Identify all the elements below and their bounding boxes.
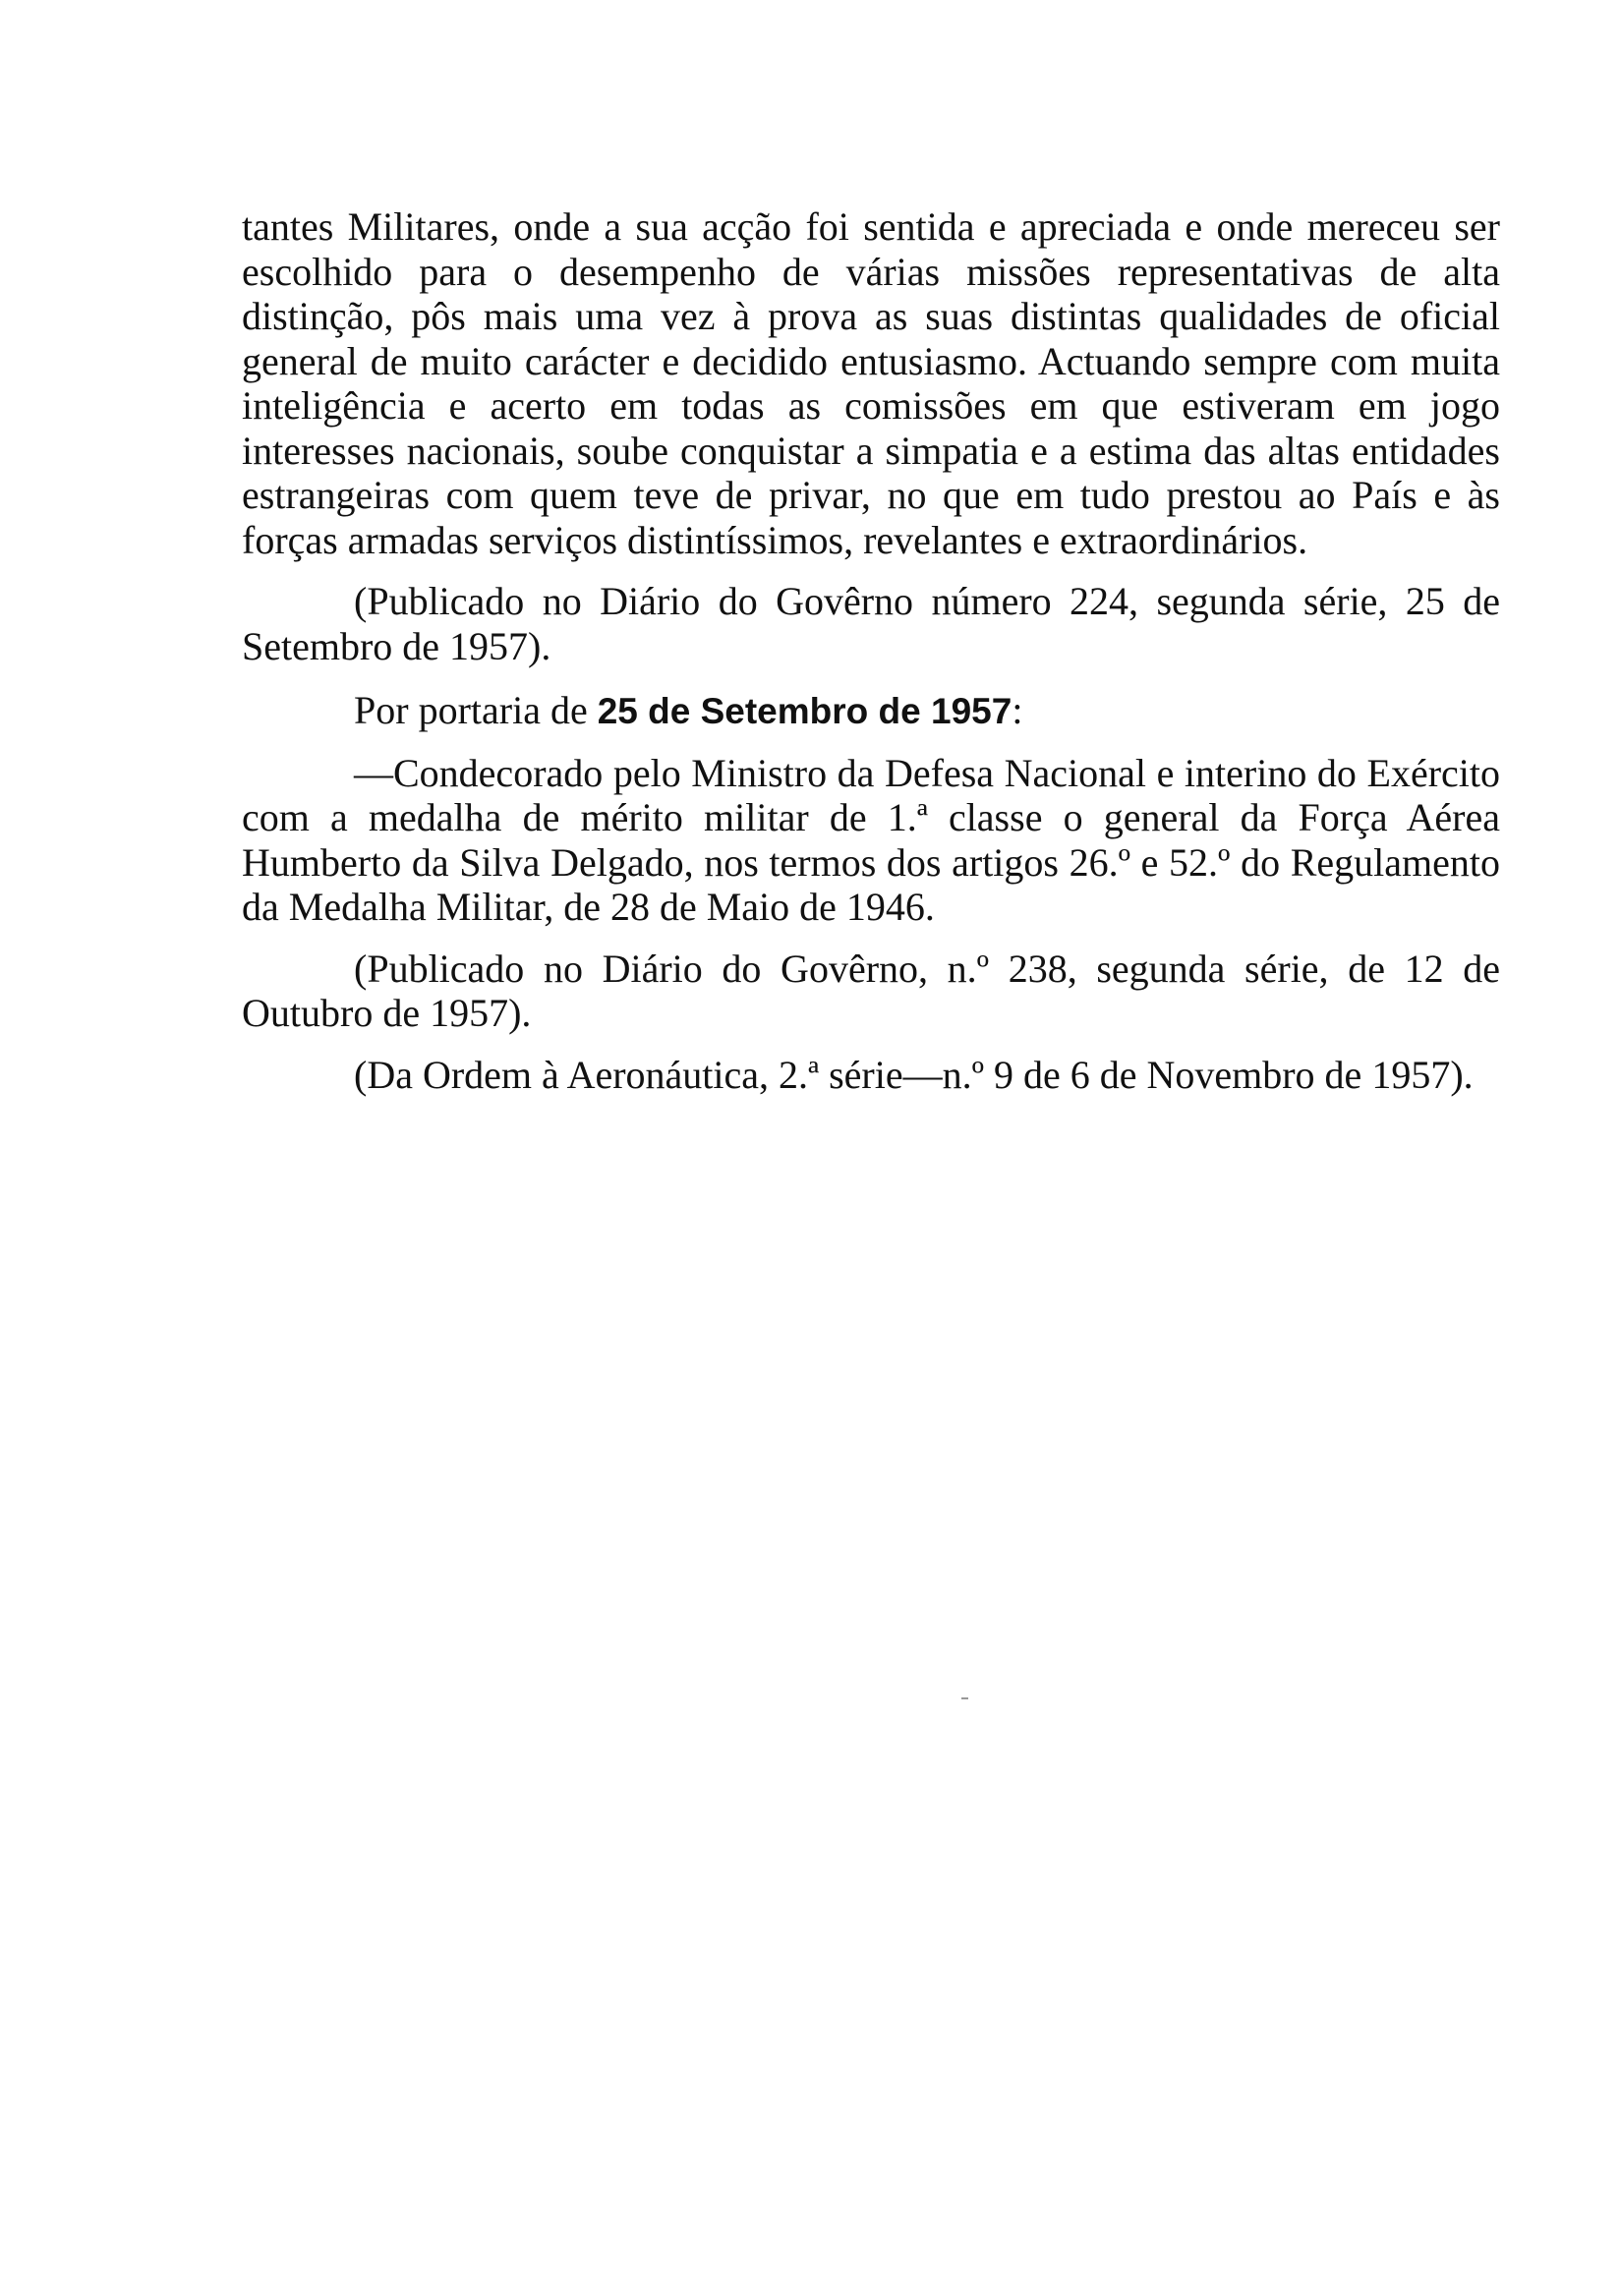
paragraph-publication-note-1: (Publicado no Diário do Govêrno número 224, segunda série, 25 de Setembro de 1957).: [242, 579, 1500, 668]
paragraph-publication-note-2: (Publicado no Diário do Govêrno, n.º 238, segunda série, de 12 de Outubro de 1957).: [242, 946, 1500, 1035]
document-body: [242, 204, 1500, 1097]
paragraph-source-note: (Da Ordem à Aeronáutica, 2.ª série—n.º 9 de 6 de Novembro de 1957).: [354, 1052, 1474, 1097]
scan-speck: [961, 1697, 968, 1699]
portaria-prefix: Por portaria de: [354, 688, 598, 732]
paragraph-portaria-heading: [242, 688, 1500, 734]
portaria-suffix: :: [1012, 688, 1023, 732]
paragraph-decoration: —Condecorado pelo Ministro da Defesa Nacional e interino do Exército com a medalha de mérito militar de 1.ª classe o general da Força Aérea Humberto da Silva Delgado, nos termos dos artigos 26.º e 52.º do Regulamento da Medalha Militar, de 28 de Maio de 1946.: [242, 750, 1500, 929]
paragraph-citation-text: tantes Militares, onde a sua acção foi sentida e apreciada e onde mereceu ser escolhido para o desempenho de várias missões representativas de alta distinção, pôs mais uma vez à prova as suas distintas qualidades de oficial general de muito carácter e decidido entusiasmo. Actuando sempre com muita inteligência e acerto em todas as comissões em que estiveram em jogo interesses nacionais, soube conquistar a simpatia e a estima das altas entidades estrangeiras com quem teve de privar, no que em tudo prestou ao País e às forças armadas serviços distintíssimos, revelantes e extraordinários.: [242, 204, 1500, 562]
portaria-date: 25 de Setembro de 1957: [597, 691, 1012, 731]
